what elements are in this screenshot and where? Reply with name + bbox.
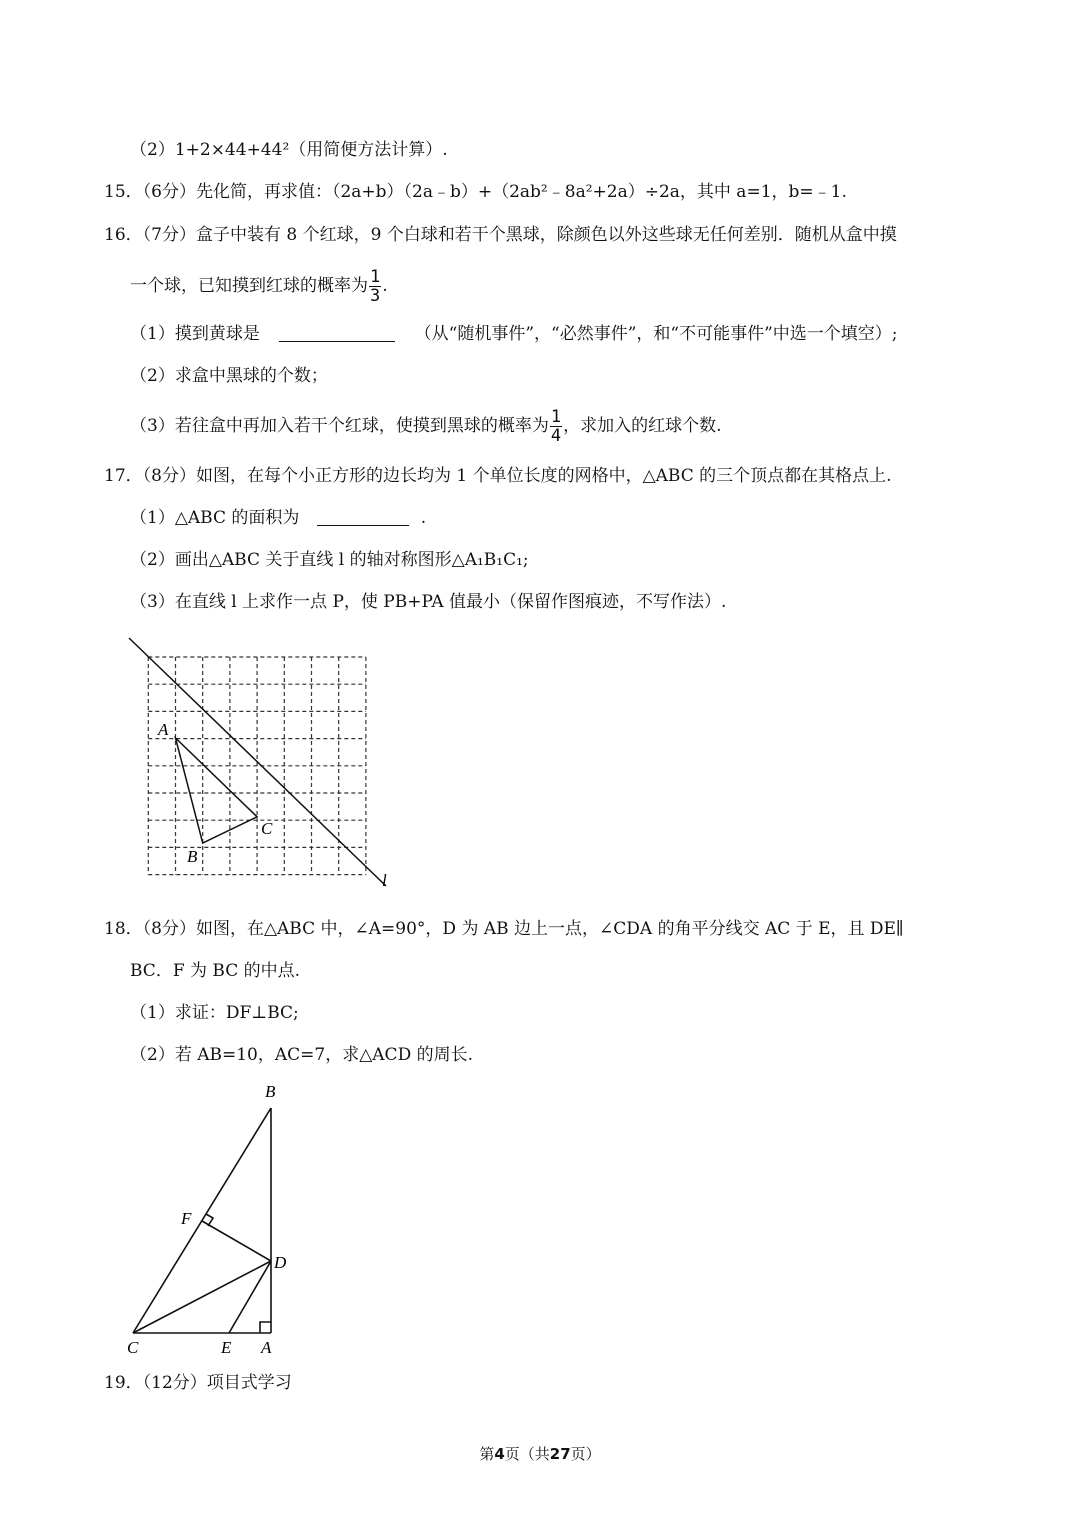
- q16-part1: （1）摸到黄球是 （从“随机事件”，“必然事件”，和“不可能事件”中选一个填空）;: [130, 324, 898, 344]
- label-d: D: [274, 1253, 287, 1272]
- right-angle-a: [260, 1322, 271, 1333]
- label-b: B: [187, 847, 198, 866]
- fraction-one-quarter: $\frac{1}{4}$: [550, 407, 562, 446]
- q17-text: 17．（8分）如图，在每个小正方形的边长均为 1 个单位长度的网格中，△ABC 的三个顶点都在其格点上.: [104, 466, 892, 486]
- label-c: C: [261, 819, 273, 838]
- q16-text-cont: 一个球，已知摸到红球的概率为 $\frac{1}{3}$ .: [130, 267, 388, 306]
- label-e: E: [221, 1338, 232, 1357]
- q19-text: 19．（12分）项目式学习: [104, 1373, 292, 1393]
- q17-part2: （2）画出△ABC 关于直线 l 的轴对称图形△A₁B₁C₁;: [130, 550, 529, 570]
- label-a: A: [261, 1338, 272, 1357]
- q18-text: 18．（8分）如图，在△ABC 中，∠A=90°，D 为 AB 边上一点，∠CDA 的角平分线交 AC 于 E，且 DE∥: [104, 919, 904, 939]
- dashed-grid: [148, 657, 366, 875]
- triangle-abc: [176, 738, 258, 843]
- q16-text: 16．（7分）盒子中装有 8 个红球，9 个白球和若干个黑球，除颜色以外这些球无任何差别．随机从盒中摸: [104, 225, 897, 245]
- q17-part1: （1）△ABC 的面积为 .: [130, 508, 427, 528]
- answer-blank[interactable]: [317, 507, 409, 526]
- q14-part2: （2）1+2×44+44²（用简便方法计算）.: [130, 140, 448, 160]
- q15-text: 15．（6分）先化简，再求值：（2a+b）（2a﹣b）+（2ab²﹣8a²+2a）÷2a，其中 a=1，b=﹣1.: [104, 182, 847, 202]
- q16-part3: （3）若往盒中再加入若干个红球，使摸到黑球的概率为 $\frac{1}{4}$ ，求加入的红球个数.: [130, 407, 722, 446]
- q18-part1: （1）求证：DF⊥BC;: [130, 1003, 299, 1023]
- label-a: A: [158, 720, 169, 739]
- label-l: l: [382, 871, 387, 890]
- label-c: C: [127, 1338, 139, 1357]
- segment-fd: [202, 1221, 271, 1261]
- q18-text-cont: BC．F 为 BC 的中点.: [130, 961, 301, 981]
- q16-part2: （2）求盒中黑球的个数；: [130, 366, 328, 386]
- label-b: B: [265, 1082, 276, 1101]
- fig18-triangle-figure: [115, 1075, 315, 1365]
- fig17-grid-figure: [120, 632, 420, 892]
- answer-blank[interactable]: [279, 323, 395, 342]
- label-f: F: [181, 1209, 192, 1228]
- page-footer: 第4页（共27页）: [479, 1445, 601, 1463]
- q17-part3: （3）在直线 l 上求作一点 P，使 PB+PA 值最小（保留作图痕迹，不写作法）.: [130, 592, 727, 612]
- fraction-one-third: $\frac{1}{3}$: [370, 267, 381, 306]
- q18-part2: （2）若 AB=10，AC=7，求△ACD 的周长.: [130, 1045, 474, 1065]
- segment-bc: [133, 1108, 271, 1333]
